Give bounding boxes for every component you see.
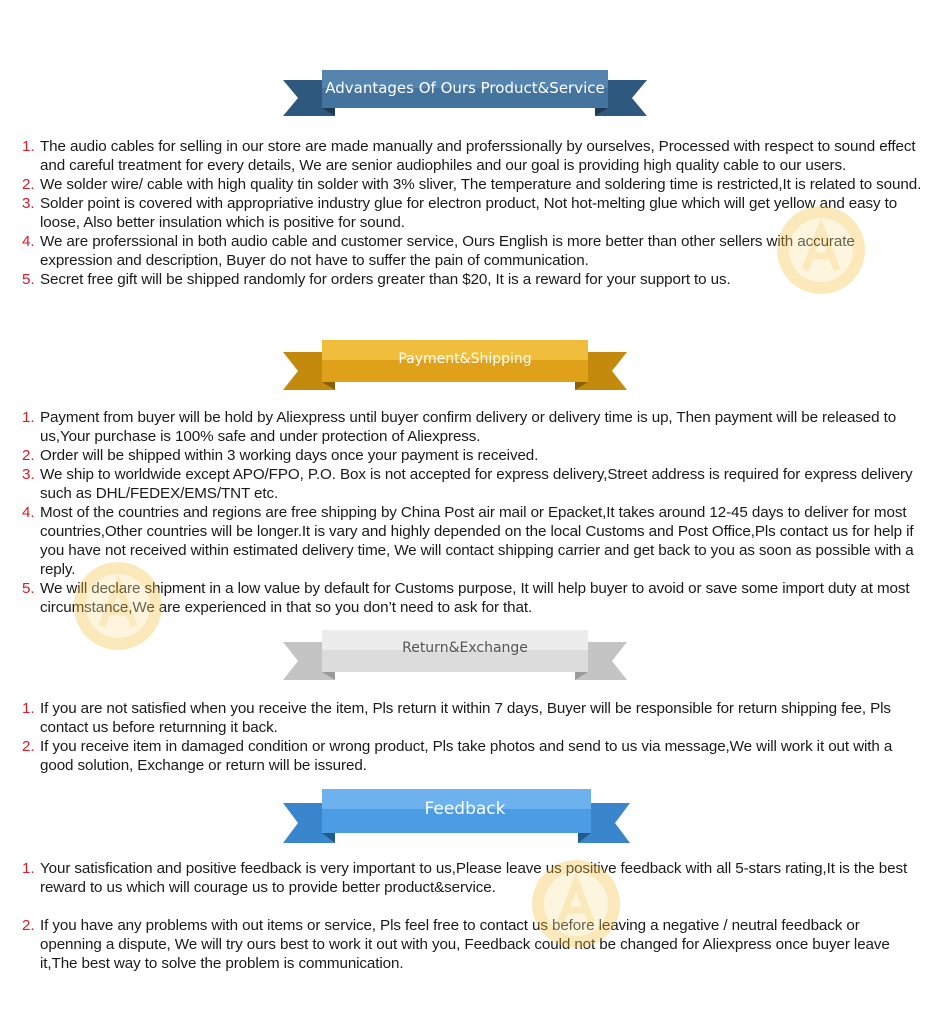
item-text: If you are not satisfied when you receive the item, Pls return it within 7 days, Buyer will be responsible for return shipping fee, Pls contact us before returnning it back.: [40, 700, 891, 736]
list-item: [22, 408, 922, 446]
list-item: [22, 699, 922, 737]
banner-payment-shipping: [0, 336, 930, 396]
banner-title: Return&Exchange: [402, 640, 528, 656]
item-number: 3.: [22, 466, 35, 483]
item-text: Payment from buyer will be hold by Aliexpress until buyer confirm delivery or delivery time is up, Then payment will be released to us,Your purchase is 100% safe and under protection of Aliexpress.: [40, 409, 897, 445]
item-number: 1.: [22, 860, 35, 877]
watermark-logo-icon: [775, 204, 867, 296]
watermark-logo-icon: [530, 858, 622, 950]
item-text: If you have any problems with out items or service, Pls feel free to contact us before leaving a negative / neutral feedback or openning a dispute, We will try ours best to work it out with you, Feedback could not be changed for Aliexpress once buyer leave it,The best way to solve the problem is communication.: [40, 917, 890, 972]
banner-title: Payment&Shipping: [398, 351, 532, 367]
list-item: [22, 503, 922, 579]
item-number: 1.: [22, 409, 35, 426]
item-number: 5.: [22, 580, 35, 597]
item-text: Secret free gift will be shipped randomly for orders greater than $20, It is a reward for your support to us.: [40, 271, 731, 288]
item-number: 2.: [22, 917, 35, 934]
banner-feedback: [0, 785, 930, 847]
item-text: Most of the countries and regions are free shipping by China Post air mail or Epacket,It takes around 12-45 days to deliver for most countries,Other countries will be longer.It is vary and highly depended on the local Customs and Post Office,Pls contact us for help if you have not received within estimated delivery time, We will contact shipping carrier and get back to you as soon as possible with a reply.: [40, 504, 914, 578]
item-number: 2.: [22, 447, 35, 464]
list-item: [22, 737, 922, 775]
banner-title: Feedback: [424, 799, 506, 819]
banner-title: Advantages Of Ours Product&Service: [325, 79, 605, 97]
item-number: 2.: [22, 176, 35, 193]
list-item: [22, 916, 922, 973]
list-item: [22, 137, 922, 175]
item-text: If you receive item in damaged condition or wrong product, Pls take photos and send to us via message,We will work it out with a good solution, Exchange or return will be issured.: [40, 738, 893, 774]
item-number: 3.: [22, 195, 35, 212]
banner-advantages: [0, 66, 930, 126]
item-text: Your satisfication and positive feedback is very important to us,Please leave us positive feedback with all 5-stars rating,It is the best reward to us which will courage us to provide better product&service.: [40, 860, 908, 896]
item-text: We ship to worldwide except APO/FPO, P.O. Box is not accepted for express delivery,Street address is required for express delivery such as DHL/FEDEX/EMS/TNT etc.: [40, 466, 913, 502]
item-number: 5.: [22, 271, 35, 288]
list-item: [22, 446, 922, 465]
list-item: [22, 465, 922, 503]
item-number: 4.: [22, 504, 35, 521]
item-text: We will declare shipment in a low value by default for Customs purpose, It will help buyer to avoid or save some import duty at most circumstance,We are experienced in that so you don’t need to ask for that.: [40, 580, 910, 616]
item-text: We are proferssional in both audio cable and customer service, Ours English is more better than other sellers with accurate expression and description, Buyer do not have to suffer the pain of communication.: [40, 233, 855, 269]
list-item: [22, 175, 922, 194]
feedback-list: [22, 859, 922, 973]
item-text: The audio cables for selling in our store are made manually and proferssionally by ourselves, Processed with respect to sound effect and careful treatment for every details, We are senior audiophiles and our goal is providing high quality cable to our users.: [40, 138, 916, 174]
item-number: 1.: [22, 700, 35, 717]
return-exchange-list: [22, 699, 922, 775]
item-text: Solder point is covered with appropriative industry glue for electron product, Not hot-melting glue which will get yellow and easy to loose, Also better insulation which is positive for sound.: [40, 195, 898, 231]
watermark-logo-icon: [72, 560, 164, 652]
item-number: 1.: [22, 138, 35, 155]
list-item: [22, 859, 922, 897]
item-text: Order will be shipped within 3 working days once your payment is received.: [40, 447, 539, 464]
item-number: 4.: [22, 233, 35, 250]
item-number: 2.: [22, 738, 35, 755]
item-text: We solder wire/ cable with high quality tin solder with 3% sliver, The temperature and soldering time is restricted,It is related to sound.: [40, 176, 922, 193]
